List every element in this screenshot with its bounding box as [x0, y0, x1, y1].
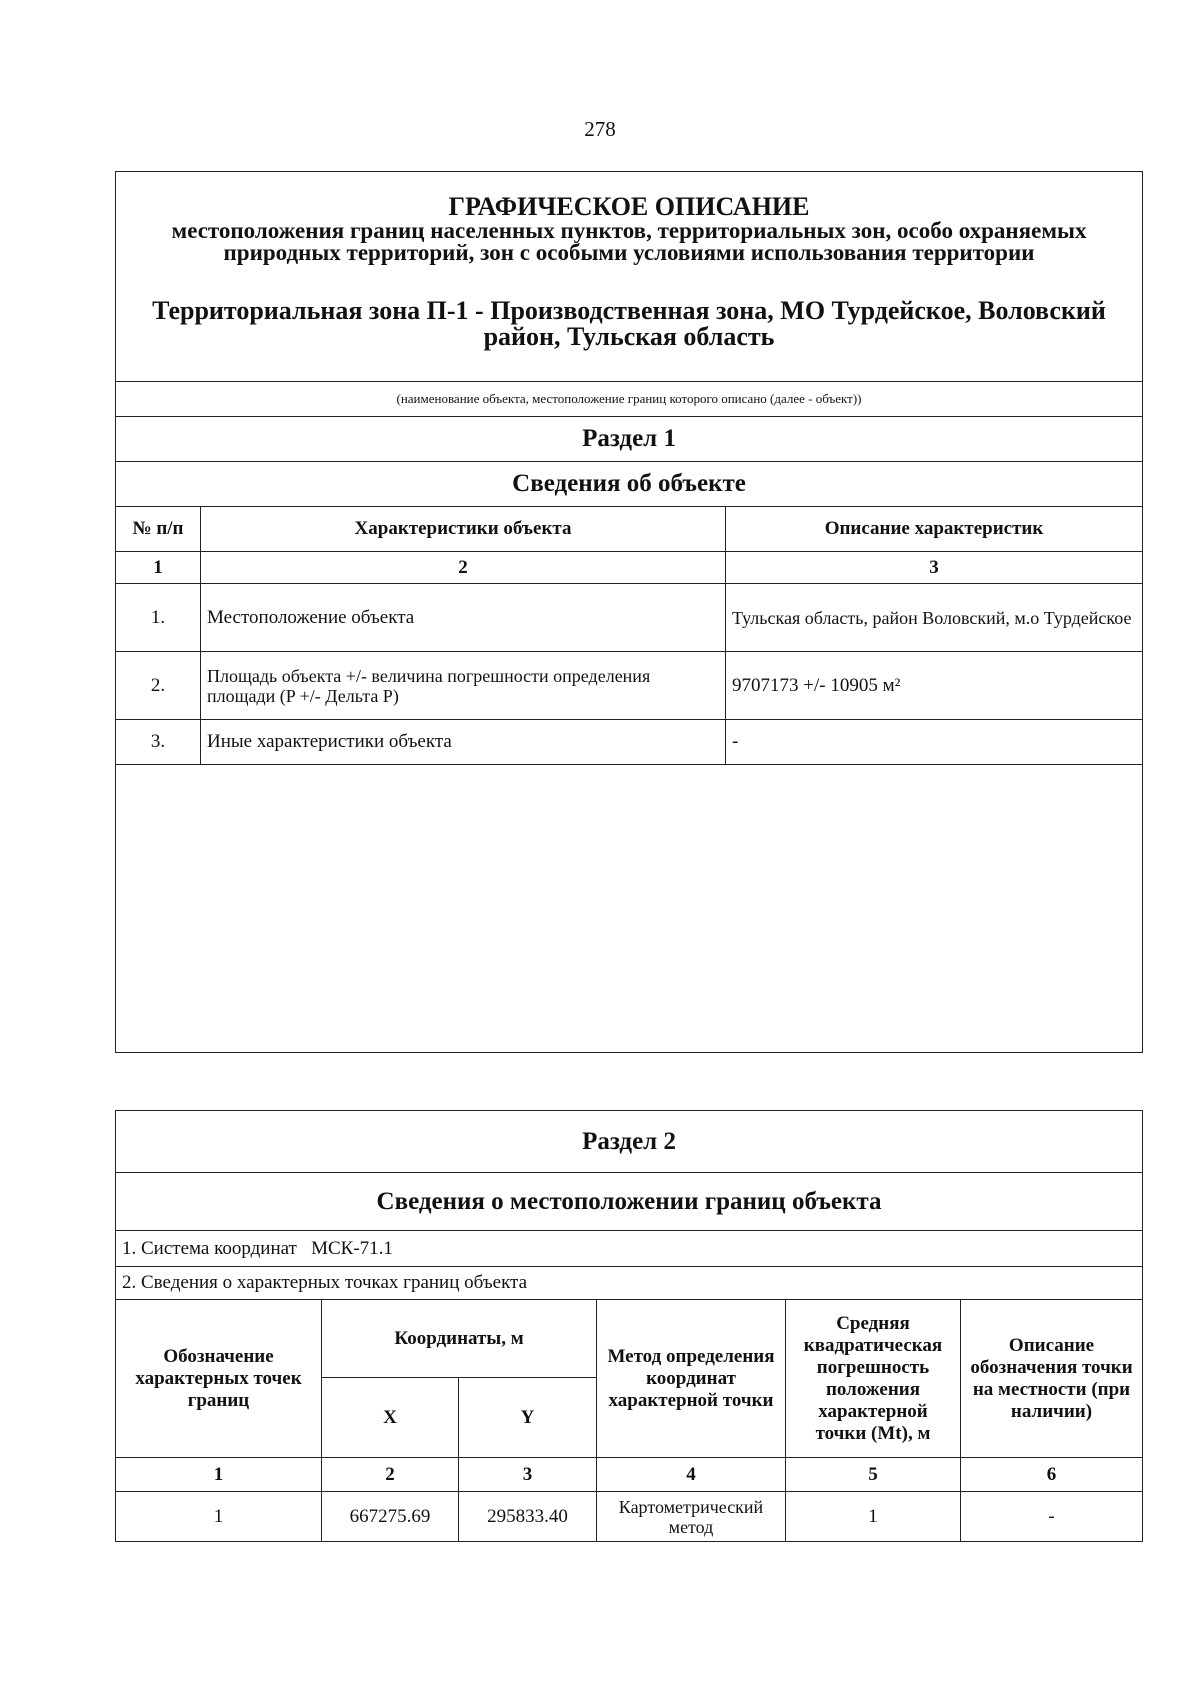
row-characteristic: Иные характеристики объекта: [201, 720, 726, 765]
row-value: Тульская область, район Воловский, м.о Турдейское: [726, 584, 1143, 652]
coord-system-value: МСК-71.1: [311, 1237, 393, 1259]
table-row: [116, 720, 1143, 765]
point-method: Картометрический метод: [597, 1492, 786, 1542]
col-number-2: 2: [322, 1458, 459, 1492]
section1-label: Раздел 1: [116, 417, 1143, 462]
point-designation: 1: [116, 1492, 322, 1542]
table-row: [116, 652, 1143, 720]
row-value: 9707173 +/- 10905 м²: [726, 652, 1143, 720]
col-header-method: Метод определения координат характерной точки: [597, 1300, 786, 1458]
row-characteristic: Площадь объекта +/- величина погрешности определения площади (P +/- Дельта P): [201, 652, 726, 720]
col-header-error: Средняя квадратическая погрешность положения характерной точки (Mt), м: [786, 1300, 961, 1458]
section2-table: [115, 1110, 1143, 1542]
col-number-3: 3: [726, 552, 1143, 584]
coord-system: [116, 1231, 1143, 1267]
col-header-description: Описание характеристик: [726, 507, 1143, 552]
row-characteristic: Местоположение объекта: [201, 584, 726, 652]
col-header-x: X: [322, 1378, 459, 1458]
row-value: -: [726, 720, 1143, 765]
object-name: Территориальная зона П-1 - Производственная зона, МО Турдейское, Воловский район, Тульская область: [152, 296, 1106, 351]
row-num: 1.: [116, 584, 201, 652]
table-row: [116, 1492, 1143, 1542]
col-number-2: 2: [201, 552, 726, 584]
col-header-designation: Обозначение характерных точек границ: [116, 1300, 322, 1458]
section2-title: Сведения о местоположении границ объекта: [116, 1173, 1143, 1231]
document-title: ГРАФИЧЕСКОЕ ОПИСАНИЕ: [448, 192, 810, 221]
point-y: 295833.40: [459, 1492, 597, 1542]
point-x: 667275.69: [322, 1492, 459, 1542]
row-num: 3.: [116, 720, 201, 765]
page-number: 278: [584, 117, 616, 141]
col-header-coords: Координаты, м: [322, 1300, 597, 1378]
section2-label: Раздел 2: [116, 1111, 1143, 1173]
row-num: 2.: [116, 652, 201, 720]
points-label: 2. Сведения о характерных точках границ объекта: [116, 1267, 1143, 1300]
col-number-3: 3: [459, 1458, 597, 1492]
section1-table: [115, 171, 1143, 1053]
col-header-num: № п/п: [116, 507, 201, 552]
col-header-characteristic: Характеристики объекта: [201, 507, 726, 552]
object-caption: (наименование объекта, местоположение границ которого описано (далее - объект)): [116, 382, 1143, 417]
col-header-point-description: Описание обозначения точки на местности (при наличии): [961, 1300, 1143, 1458]
col-number-1: 1: [116, 1458, 322, 1492]
table-row: [116, 584, 1143, 652]
document-header: [116, 172, 1143, 382]
col-number-4: 4: [597, 1458, 786, 1492]
blank-area: [116, 765, 1143, 1053]
section1-title: Сведения об объекте: [116, 462, 1143, 507]
col-number-5: 5: [786, 1458, 961, 1492]
coord-system-label: 1. Система координат: [122, 1237, 297, 1259]
point-description: -: [961, 1492, 1143, 1542]
document-subtitle: местоположения границ населенных пунктов, территориальных зон, особо охраняемых природных территорий, зон с особыми условиями использования территории: [171, 218, 1087, 265]
col-number-1: 1: [116, 552, 201, 584]
col-number-6: 6: [961, 1458, 1143, 1492]
point-error: 1: [786, 1492, 961, 1542]
col-header-y: Y: [459, 1378, 597, 1458]
